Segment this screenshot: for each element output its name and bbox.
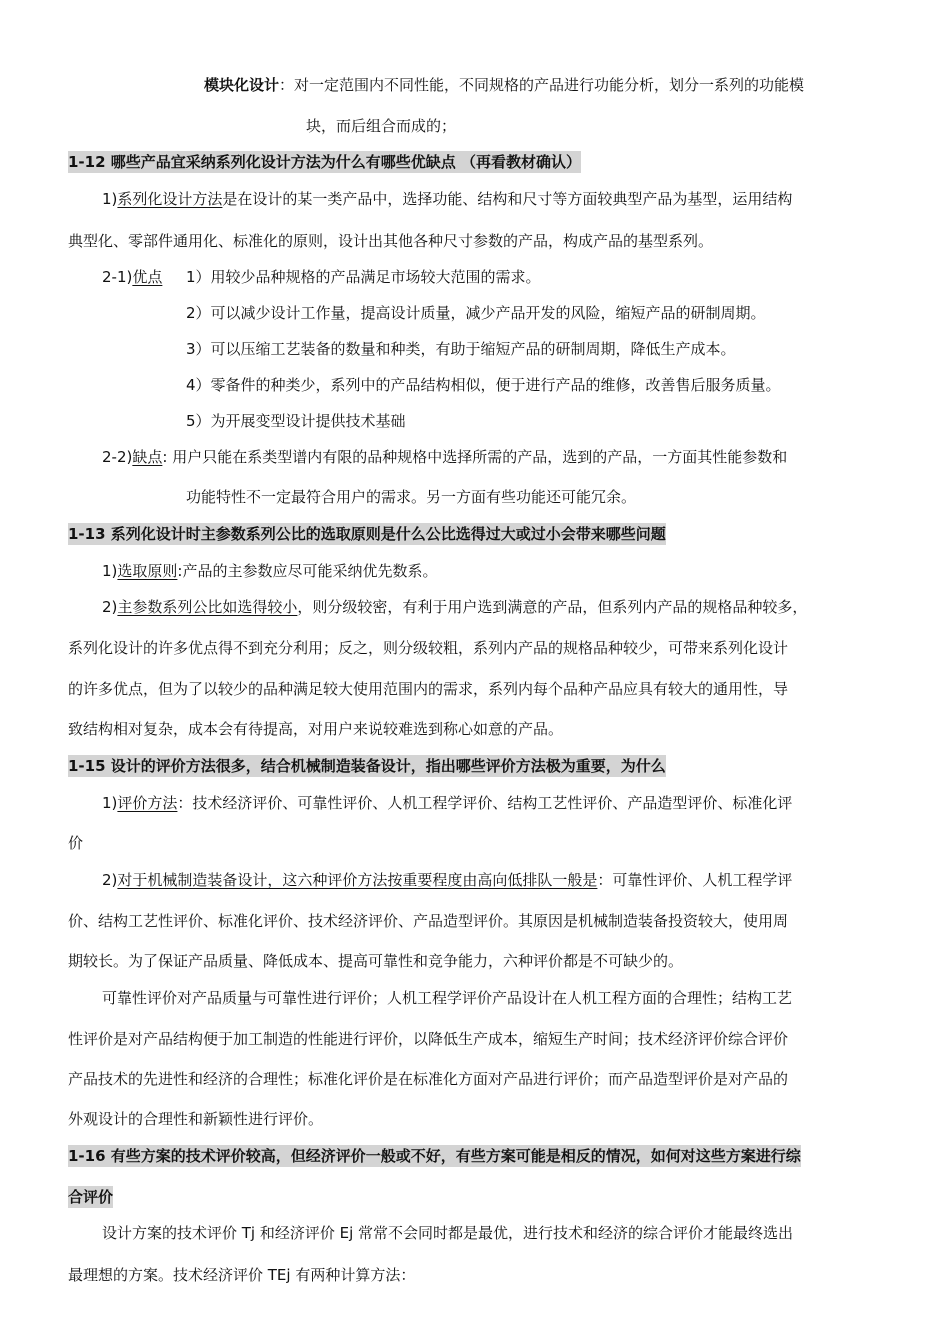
q1-13-para-1 bbox=[102, 560, 437, 582]
q1-15-para-2-line-1 bbox=[102, 869, 792, 891]
q1-15-para-3-line-1: 可靠性评价对产品质量与可靠性进行评价；人机工程学评价产品设计在人机工程方面的合理性；结构工艺 bbox=[102, 989, 793, 1007]
q1-12-para-1-line-2: 典型化、零部件通用化、标准化的原则，设计出其他各种尺寸参数的产品，构成产品的基型系列。 bbox=[68, 232, 714, 250]
heading-1-12: 1-12 哪些产品宜采纳系列化设计方法为什么有哪些优缺点 （再看教材确认） bbox=[68, 153, 581, 171]
q1-12-p1-term: 系列化设计方法 bbox=[117, 190, 223, 208]
q1-13-p2-text: ，则分级较密，有利于用户选到满意的产品，但系列内产品的规格品种较多， bbox=[297, 598, 808, 616]
heading-1-16-line-1: 1-16 有些方案的技术评价较高，但经济评价一般或不好，有些方案可能是相反的情况，如何对这些方案进行综 bbox=[68, 1147, 801, 1165]
q1-15-p2-prefix: 2) bbox=[102, 871, 118, 889]
q1-12-advantages-label bbox=[102, 266, 162, 288]
intro-def-1: ：对一定范围内不同性能，不同规格的产品进行功能分析，划分一系列的功能模 bbox=[279, 76, 805, 94]
q1-15-p2-text: ：可靠性评价、人机工程学评 bbox=[597, 871, 793, 889]
q1-15-p1-term: 评价方法 bbox=[117, 794, 178, 812]
q1-13-para-2-line-3: 的许多优点，但为了以较少的品种满足较大使用范围内的需求，系列内每个品种产品应具有较大的通用性，导 bbox=[68, 680, 789, 698]
q1-15-para-1-line-2: 价 bbox=[68, 834, 84, 852]
dis-prefix: 2-2) bbox=[102, 448, 133, 466]
adv-item-2: 2）可以减少设计工作量，提高设计质量，减少产品开发的风险，缩短产品的研制周期。 bbox=[186, 304, 766, 322]
dis-term: 缺点 bbox=[132, 448, 163, 466]
q1-15-para-2-line-2: 价、结构工艺性评价、标准化评价、技术经济评价、产品造型评价。其原因是机械制造装备投资较大，使用周 bbox=[68, 912, 789, 930]
q1-15-p1-text: ：技术经济评价、可靠性评价、人机工程学评价、结构工艺性评价、产品造型评价、标准化评 bbox=[177, 794, 793, 812]
adv-item-3: 3）可以压缩工艺装备的数量和种类，有助于缩短产品的研制周期，降低生产成本。 bbox=[186, 340, 736, 358]
q1-13-para-2-line-2: 系列化设计的许多优点得不到充分利用；反之，则分级较粗，系列内产品的规格品种较少，可带来系列化设计 bbox=[68, 639, 789, 657]
q1-13-p2-term: 主参数系列公比如选得较小 bbox=[117, 598, 298, 616]
q1-15-p2-term: 对于机械制造装备设计，这六种评价方法按重要程度由高向低排队一般是 bbox=[117, 871, 598, 889]
adv-item-4: 4）零备件的种类少，系列中的产品结构相似，便于进行产品的维修，改善售后服务质量。 bbox=[186, 376, 781, 394]
q1-13-p2-prefix: 2) bbox=[102, 598, 118, 616]
adv-item-1: 1）用较少品种规格的产品满足市场较大范围的需求。 bbox=[186, 268, 541, 286]
q1-16-para-line-2: 最理想的方案。技术经济评价 TEj 有两种计算方法： bbox=[68, 1266, 416, 1284]
q1-15-para-1-line-1 bbox=[102, 792, 792, 814]
q1-16-para-line-1: 设计方案的技术评价 Tj 和经济评价 Ej 常常不会同时都是最优，进行技术和经济的综合评价才能最终选出 bbox=[102, 1224, 794, 1242]
q1-15-para-3-line-2: 性评价是对产品结构便于加工制造的性能进行评价，以降低生产成本，缩短生产时间；技术经济评价综合评价 bbox=[68, 1030, 789, 1048]
q1-13-para-2-line-4: 致结构相对复杂，成本会有待提高，对用户来说较难选到称心如意的产品。 bbox=[68, 720, 564, 738]
q1-15-para-2-line-3: 期较长。为了保证产品质量、降低成本、提高可靠性和竞争能力，六种评价都是不可缺少的。 bbox=[68, 952, 684, 970]
q1-13-p1-prefix: 1) bbox=[102, 562, 118, 580]
q1-12-para-1-line-1 bbox=[102, 188, 792, 210]
q1-15-p1-prefix: 1) bbox=[102, 794, 118, 812]
adv-item-5: 5）为开展变型设计提供技术基础 bbox=[186, 412, 406, 430]
heading-1-16-line-2: 合评价 bbox=[68, 1188, 114, 1206]
q1-12-p1-text: 是在设计的某一类产品中，选择功能、结构和尺寸等方面较典型产品为基型，运用结构 bbox=[222, 190, 793, 208]
adv-term: 优点 bbox=[132, 268, 163, 286]
intro-line-2: 块，而后组合而成的； bbox=[306, 117, 457, 135]
intro-term: 模块化设计 bbox=[204, 76, 280, 94]
intro-line-1 bbox=[204, 74, 804, 96]
q1-15-para-3-line-3: 产品技术的先进性和经济的合理性；标准化评价是在标准化方面对产品进行评价；而产品造型评价是对产品的 bbox=[68, 1070, 789, 1088]
q1-12-disadvantages-line-2: 功能特性不一定最符合用户的需求。另一方面有些功能还可能冗余。 bbox=[186, 488, 637, 506]
q1-12-disadvantages-line-1 bbox=[102, 446, 787, 468]
dis-text-1: : 用户只能在系类型谱内有限的品种规格中选择所需的产品，选到的产品，一方面其性能参数和 bbox=[162, 448, 788, 466]
q1-13-p1-text: :产品的主参数应尽可能采纳优先数系。 bbox=[177, 562, 438, 580]
q1-13-para-2-line-1 bbox=[102, 596, 807, 618]
q1-12-p1-prefix: 1) bbox=[102, 190, 118, 208]
q1-13-p1-term: 选取原则 bbox=[117, 562, 178, 580]
adv-prefix: 2-1) bbox=[102, 268, 133, 286]
heading-1-15: 1-15 设计的评价方法很多，结合机械制造装备设计，指出哪些评价方法极为重要，为什么 bbox=[68, 757, 666, 775]
q1-15-para-3-line-4: 外观设计的合理性和新颖性进行评价。 bbox=[68, 1110, 324, 1128]
heading-1-13: 1-13 系列化设计时主参数系列公比的选取原则是什么公比选得过大或过小会带来哪些问题 bbox=[68, 525, 666, 543]
